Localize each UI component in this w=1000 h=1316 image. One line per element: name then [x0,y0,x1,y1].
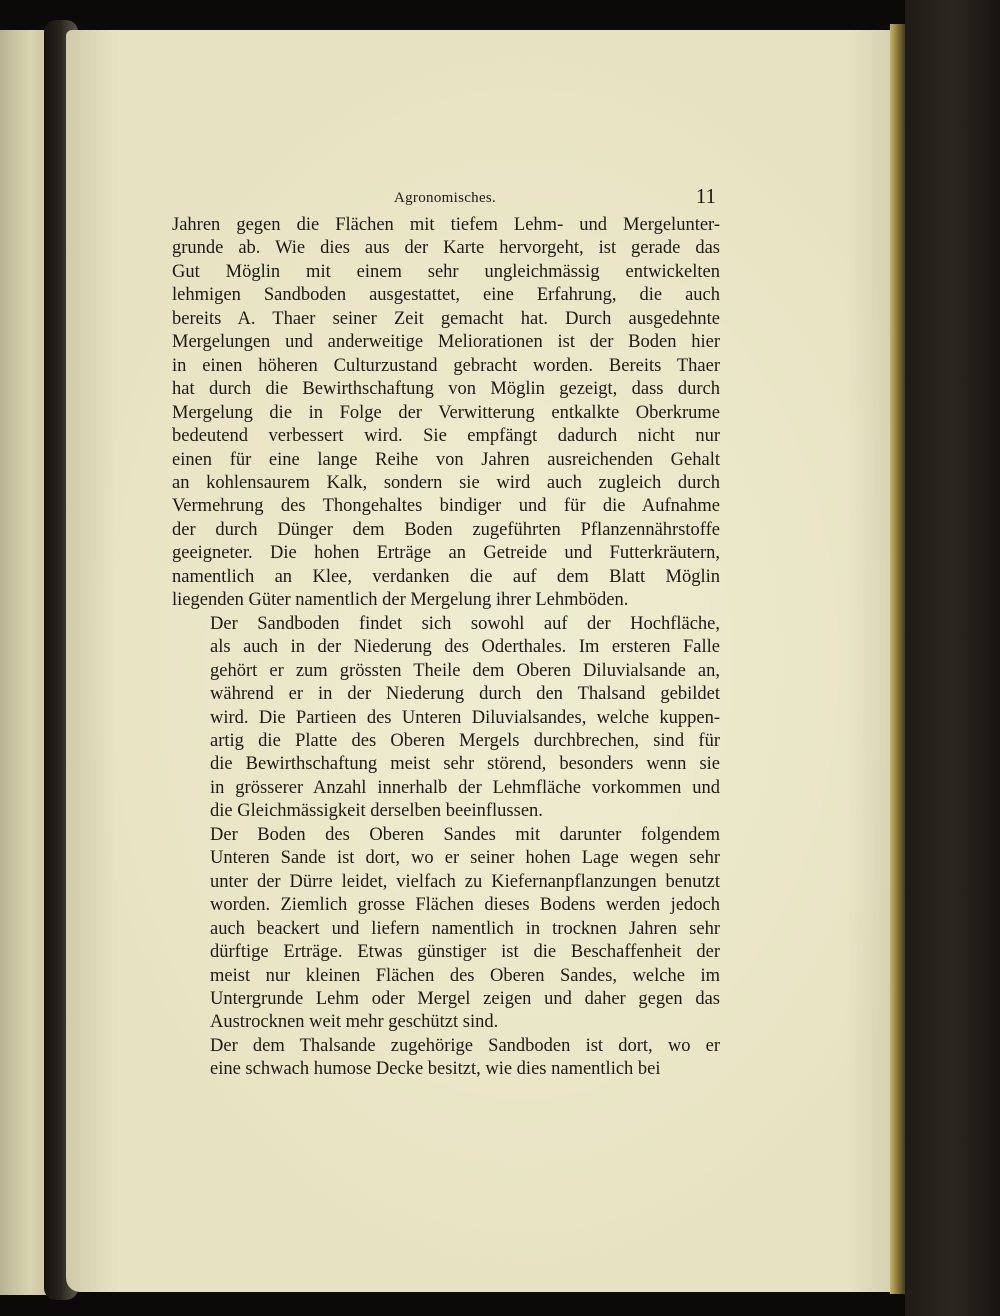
text-line: Jahren gegen die Flächen mit tiefem Lehm- und Mergelunter- [172,215,720,235]
text-line: geeigneter. Die hohen Erträge an Getreide und Futterkräutern, [172,543,720,564]
text-line: Der dem Thalsande zugehörige Sandboden ist dort, wo er [210,1035,720,1056]
text-line: dürftige Erträge. Etwas günstiger ist die Beschaffenheit der [210,942,720,963]
text-line: eine schwach humose Decke besitzt, wie dies namentlich bei [210,1059,661,1080]
text-line: Mergelungen und anderweitige Meliorationen ist der Boden hier [172,332,720,353]
text-line: während er in der Niederung durch den Thalsand gebildet [210,684,720,705]
text-line: lehmigen Sandboden ausgestattet, eine Erfahrung, die auch [172,285,720,306]
text-line: in grösserer Anzahl innerhalb der Lehmfläche vorkommen und [210,777,720,798]
text-line: unter der Dürre leidet, vielfach zu Kiefernanpflanzungen benutzt [210,871,720,892]
body-text [172,214,720,1082]
text-line: Untergrunde Lehm oder Mergel zeigen und daher gegen das [210,988,720,1009]
text-line: Unteren Sande ist dort, wo er seiner hohen Lage wegen sehr [210,848,720,869]
text-line: Der Boden des Oberen Sandes mit darunter folgendem [210,824,720,845]
paragraph [172,214,720,613]
page-number: 11 [695,184,716,208]
text-line: als auch in der Niederung des Oderthales. Im ersteren Falle [210,637,720,658]
text-line: Vermehrung des Thongehaltes bindiger und für die Aufnahme [172,496,720,517]
text-line: artig die Platte des Oberen Mergels durchbrechen, sind für [210,730,720,751]
text-line: worden. Ziemlich grosse Flächen dieses Bodens werden jedoch [210,895,720,916]
text-line: Gut Möglin mit einem sehr ungleichmässig entwickelten [172,261,720,282]
book-cover [905,0,1000,1316]
text-line: an kohlensaurem Kalk, sondern sie wird auch zugleich durch [172,472,720,493]
paragraph [172,1035,720,1082]
text-line: meist nur kleinen Flächen des Oberen Sandes, welche im [210,965,720,986]
text-line: bedeutend verbessert wird. Sie empfängt dadurch nicht nur [172,426,720,447]
text-line: Mergelung die in Folge der Verwitterung entkalkte Oberkrume [172,402,720,423]
text-line: hat durch die Bewirthschaftung von Möglin gezeigt, dass durch [172,379,720,400]
text-line: bereits A. Thaer seiner Zeit gemacht hat. Durch ausgedehnte [172,308,720,329]
text-line: die Gleichmässigkeit derselben beeinflussen. [210,801,543,822]
page-text [172,184,720,1082]
text-line: Austrocknen weit mehr geschützt sind. [210,1012,499,1033]
text-line: wird. Die Partieen des Unteren Diluvialsandes, welche kuppen- [210,707,720,728]
running-title: Agronomisches. [394,190,497,206]
running-head [172,184,720,214]
text-line: namentlich an Klee, verdanken die auf dem Blatt Möglin [172,566,720,587]
previous-page-edge [0,30,50,1295]
text-line: auch beackert und liefern namentlich in trocknen Jahren sehr [210,918,720,939]
text-line: gehört er zum grössten Theile dem Oberen Diluvialsande an, [210,660,720,681]
text-line: Der Sandboden findet sich sowohl auf der Hochfläche, [210,613,720,634]
text-line: grunde ab. Wie dies aus der Karte hervorgeht, ist gerade das [172,238,720,259]
text-line: einen für eine lange Reihe von Jahren ausreichenden Gehalt [172,449,720,470]
text-line: in einen höheren Culturzustand gebracht worden. Bereits Thaer [172,355,720,376]
text-line: liegenden Güter namentlich der Mergelung ihrer Lehmböden. [172,590,629,611]
paragraph [172,824,720,1035]
paragraph [172,613,720,824]
text-line: der durch Dünger dem Boden zugeführten Pflanzennährstoffe [172,519,720,540]
text-line: die Bewirthschaftung meist sehr störend, besonders wenn sie [210,754,720,775]
